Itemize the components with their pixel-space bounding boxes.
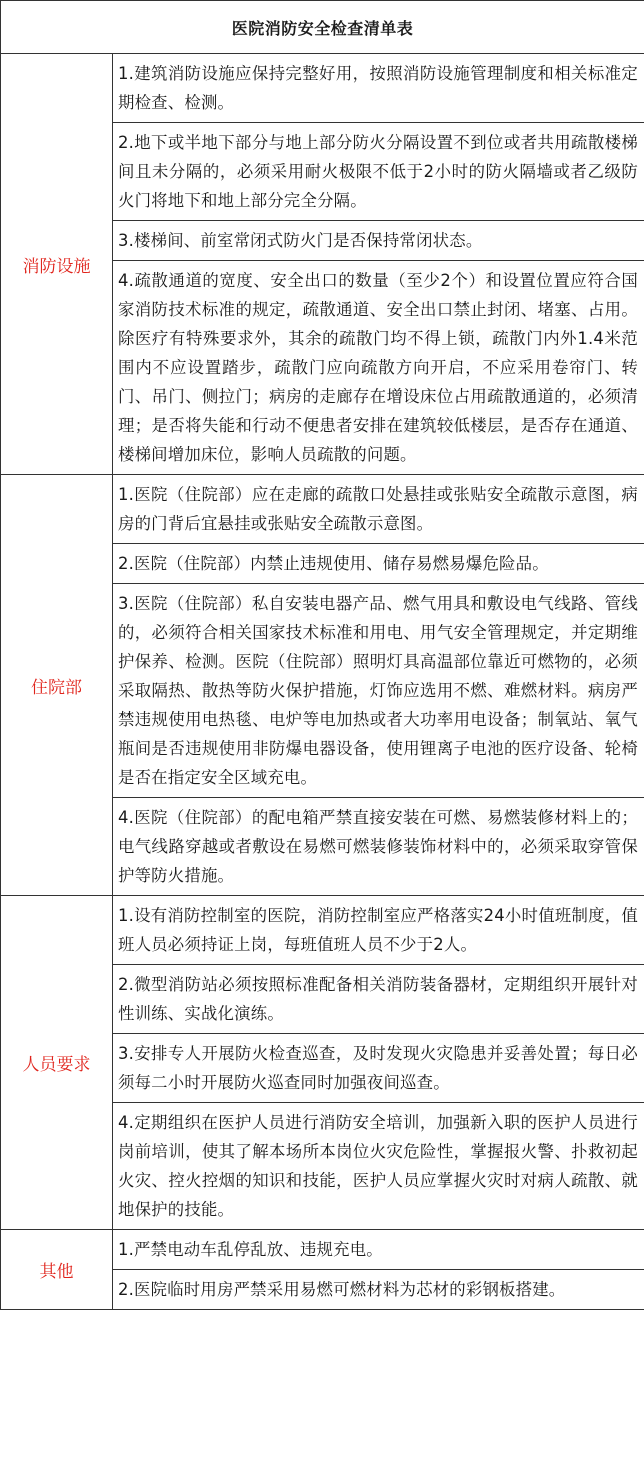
checklist-item: 3.楼梯间、前室常闭式防火门是否保持常闭状态。	[113, 221, 644, 261]
checklist-item: 2.地下或半地下部分与地上部分防火分隔设置不到位或者共用疏散楼梯间且未分隔的，必须采用耐火极限不低于2小时的防火隔墙或者乙级防火门将地下和地上部分完全分隔。	[113, 123, 644, 221]
checklist-item: 3.医院（住院部）私自安装电器产品、燃气用具和敷设电气线路、管线的，必须符合相关国家技术标准和用电、用气安全管理规定，并定期维护保养、检测。医院（住院部）照明灯具高温部位靠近可燃物的，必须采取隔热、散热等防火保护措施，灯饰应选用不燃、难燃材料。病房严禁违规使用电热毯、电炉等电加热或者大功率用电设备；制氧站、氧气瓶间是否违规使用非防爆电器设备，使用锂离子电池的医疗设备、轮椅是否在指定安全区域充电。	[113, 584, 644, 798]
table-row	[1, 54, 644, 123]
title-row	[1, 1, 644, 54]
checklist-item: 1.严禁电动车乱停乱放、违规充电。	[113, 1230, 644, 1270]
checklist-item: 4.疏散通道的宽度、安全出口的数量（至少2个）和设置位置应符合国家消防技术标准的规定，疏散通道、安全出口禁止封闭、堵塞、占用。除医疗有特殊要求外，其余的疏散门均不得上锁，疏散门内外1.4米范围内不应设置踏步，疏散门应向疏散方向开启，不应采用卷帘门、转门、吊门、侧拉门；病房的走廊存在增设床位占用疏散通道的，必须清理；是否将失能和行动不便患者安排在建筑较低楼层，是否存在通道、楼梯间增加床位，影响人员疏散的问题。	[113, 261, 644, 475]
checklist-item: 1.建筑消防设施应保持完整好用，按照消防设施管理制度和相关标准定期检查、检测。	[113, 54, 644, 123]
checklist-item: 1.医院（住院部）应在走廊的疏散口处悬挂或张贴安全疏散示意图，病房的门背后宜悬挂或张贴安全疏散示意图。	[113, 475, 644, 544]
category-other: 其他	[1, 1230, 113, 1310]
table-row	[1, 896, 644, 965]
checklist-item: 2.医院（住院部）内禁止违规使用、储存易燃易爆危险品。	[113, 544, 644, 584]
category-personnel: 人员要求	[1, 896, 113, 1230]
checklist-item: 2.医院临时用房严禁采用易燃可燃材料为芯材的彩钢板搭建。	[113, 1270, 644, 1310]
checklist-item: 4.医院（住院部）的配电箱严禁直接安装在可燃、易燃装修材料上的；电气线路穿越或者敷设在易燃可燃装修装饰材料中的，必须采取穿管保护等防火措施。	[113, 798, 644, 896]
checklist-item: 4.定期组织在医护人员进行消防安全培训，加强新入职的医护人员进行岗前培训，使其了解本场所本岗位火灾危险性，掌握报火警、扑救初起火灾、控火控烟的知识和技能，医护人员应掌握火灾时对病人疏散、就地保护的技能。	[113, 1103, 644, 1230]
checklist-item: 2.微型消防站必须按照标准配备相关消防装备器材，定期组织开展针对性训练、实战化演练。	[113, 965, 644, 1034]
checklist-item: 3.安排专人开展防火检查巡查，及时发现火灾隐患并妥善处置；每日必须每二小时开展防火巡查同时加强夜间巡查。	[113, 1034, 644, 1103]
table-title: 医院消防安全检查清单表	[1, 1, 644, 54]
checklist-item: 1.设有消防控制室的医院，消防控制室应严格落实24小时值班制度，值班人员必须持证上岗，每班值班人员不少于2人。	[113, 896, 644, 965]
table-body	[1, 54, 644, 1310]
category-inpatient: 住院部	[1, 475, 113, 896]
category-fire-facilities: 消防设施	[1, 54, 113, 475]
table-row	[1, 1230, 644, 1270]
table-row	[1, 475, 644, 544]
